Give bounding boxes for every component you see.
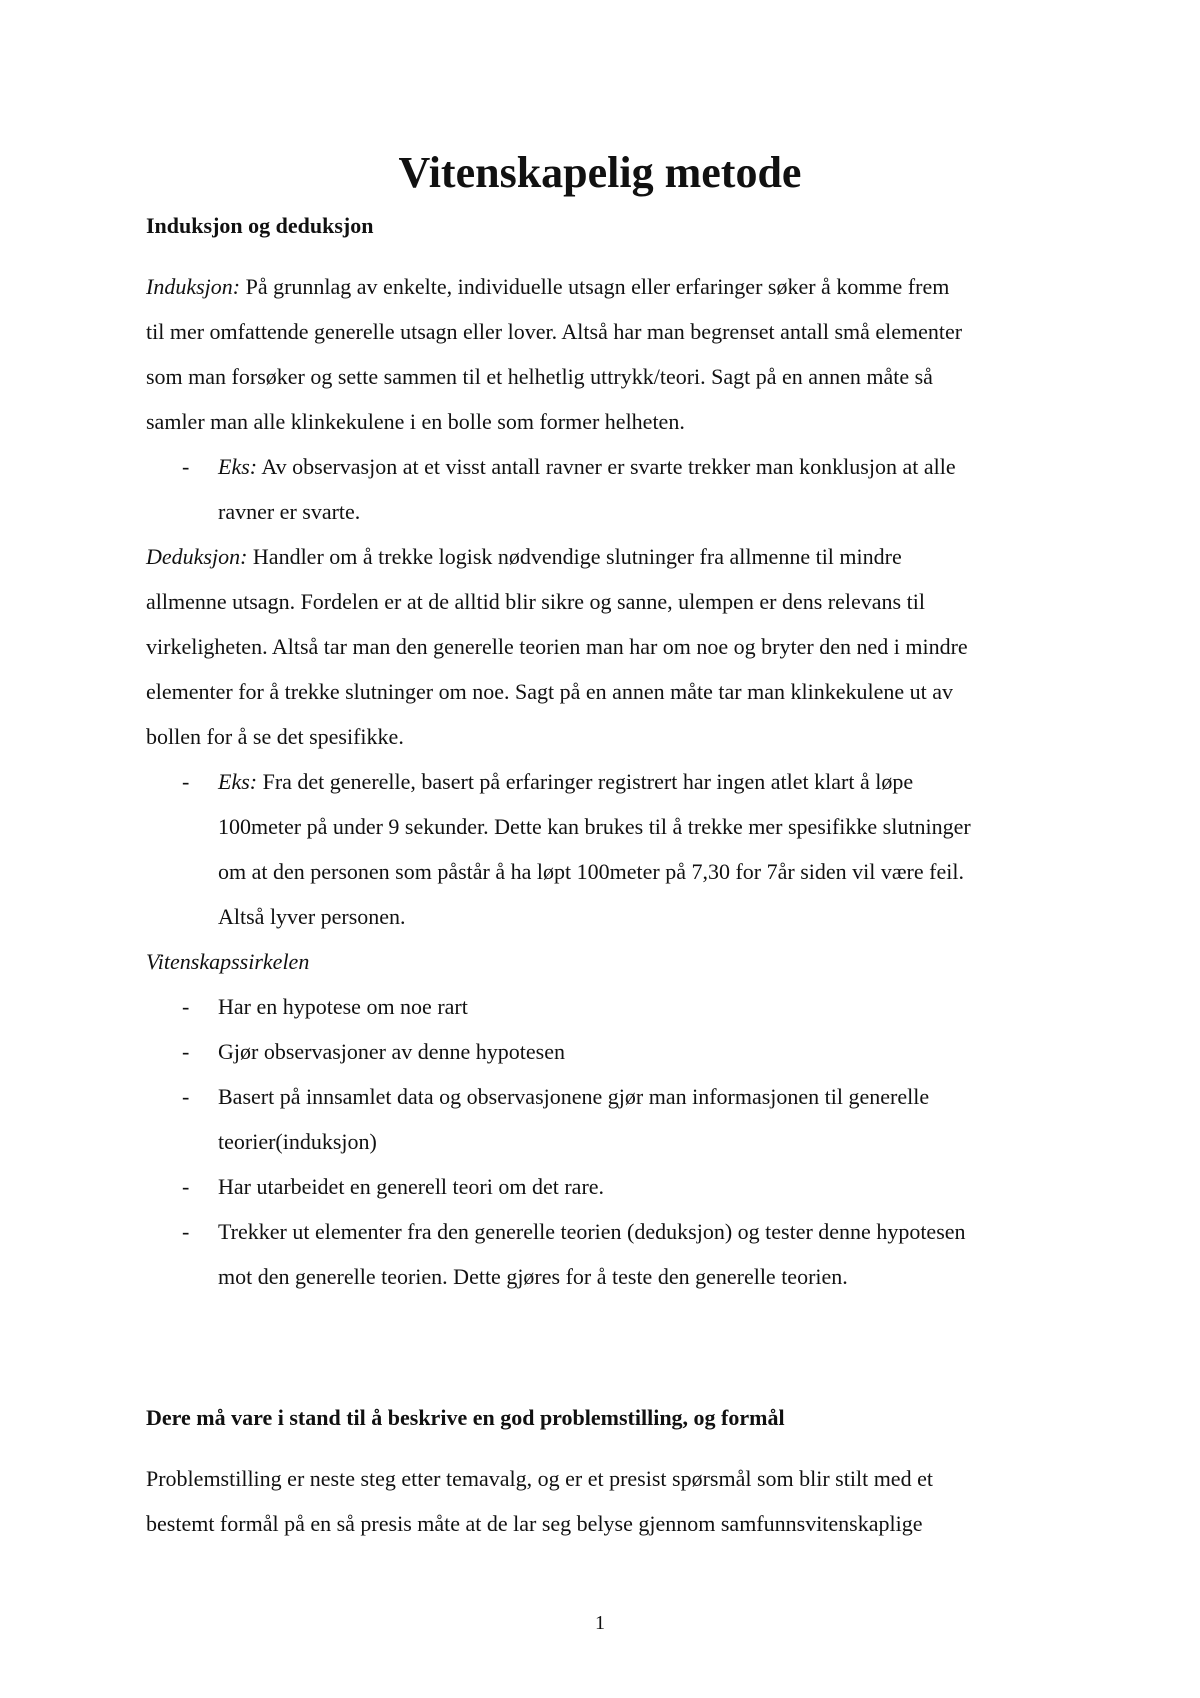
list-item-continuation: mot den generelle teorien. Dette gjøres for å teste den generelle teorien. — [218, 1264, 848, 1289]
list-bullet: - — [182, 1174, 190, 1199]
example-line: Altså lyver personen. — [218, 904, 406, 929]
list-bullet: - — [182, 1084, 190, 1109]
text-span: På grunnlag av enkelte, individuelle utsagn eller erfaringer søker å komme frem — [240, 274, 950, 299]
paragraph-line: allmenne utsagn. Fordelen er at de alltid blir sikre og sanne, ulempen er dens relevans til — [146, 589, 925, 614]
list-bullet: - — [182, 769, 190, 794]
paragraph-line — [146, 542, 902, 572]
paragraph-line — [146, 272, 949, 302]
paragraph-line: Problemstilling er neste steg etter temavalg, og er et presist spørsmål som blir stilt med et — [146, 1466, 933, 1491]
term-label: Induksjon: — [146, 274, 241, 299]
page-number: 1 — [595, 1612, 605, 1634]
list-item: Basert på innsamlet data og observasjonene gjør man informasjonen til generelle — [218, 1084, 930, 1109]
term-label: Deduksjon: — [146, 544, 248, 569]
section-heading-problemstilling: Dere må vare i stand til å beskrive en god problemstilling, og formål — [146, 1405, 785, 1430]
list-bullet: - — [182, 454, 190, 479]
paragraph-line: som man forsøker og sette sammen til et helhetlig uttrykk/teori. Sagt på en annen måte så — [146, 364, 933, 389]
example-line: ravner er svarte. — [218, 499, 361, 524]
example-line: om at den personen som påstår å ha løpt 100meter på 7,30 for 7år siden vil være feil. — [218, 859, 964, 884]
list-item: Har en hypotese om noe rart — [218, 994, 468, 1019]
paragraph-line: samler man alle klinkekulene i en bolle som former helheten. — [146, 409, 685, 434]
subsection-label: Vitenskapssirkelen — [146, 949, 310, 974]
text-span: Handler om å trekke logisk nødvendige slutninger fra allmenne til mindre — [247, 544, 902, 569]
paragraph-line: til mer omfattende generelle utsagn eller lover. Altså har man begrenset antall små elementer — [146, 319, 963, 344]
paragraph-line: virkeligheten. Altså tar man den generelle teorien man har om noe og bryter den ned i mindre — [146, 634, 968, 659]
paragraph-line: bestemt formål på en så presis måte at de lar seg belyse gjennom samfunnsvitenskaplige — [146, 1511, 923, 1536]
example-line — [218, 452, 956, 482]
example-label: Eks: — [218, 454, 258, 479]
paragraph-line: elementer for å trekke slutninger om noe. Sagt på en annen måte tar man klinkekulene ut av — [146, 679, 953, 704]
text-span: Fra det generelle, basert på erfaringer registrert har ingen atlet klart å løpe — [257, 769, 914, 794]
example-line: 100meter på under 9 sekunder. Dette kan brukes til å trekke mer spesifikke slutninger — [218, 814, 971, 839]
example-line — [218, 767, 913, 797]
text-span: Av observasjon at et visst antall ravner er svarte trekker man konklusjon at alle — [257, 454, 956, 479]
list-item: Har utarbeidet en generell teori om det rare. — [218, 1174, 605, 1199]
paragraph-line: bollen for å se det spesifikke. — [146, 724, 404, 749]
list-item: Trekker ut elementer fra den generelle teorien (deduksjon) og tester denne hypotesen — [218, 1219, 966, 1244]
list-item-continuation: teorier(induksjon) — [218, 1129, 377, 1154]
list-bullet: - — [182, 1219, 190, 1244]
list-item: Gjør observasjoner av denne hypotesen — [218, 1039, 566, 1064]
document-title: Vitenskapelig metode — [398, 148, 802, 197]
example-label: Eks: — [218, 769, 258, 794]
list-bullet: - — [182, 994, 190, 1019]
list-bullet: - — [182, 1039, 190, 1064]
section-heading-induksjon-deduksjon: Induksjon og deduksjon — [146, 213, 374, 238]
